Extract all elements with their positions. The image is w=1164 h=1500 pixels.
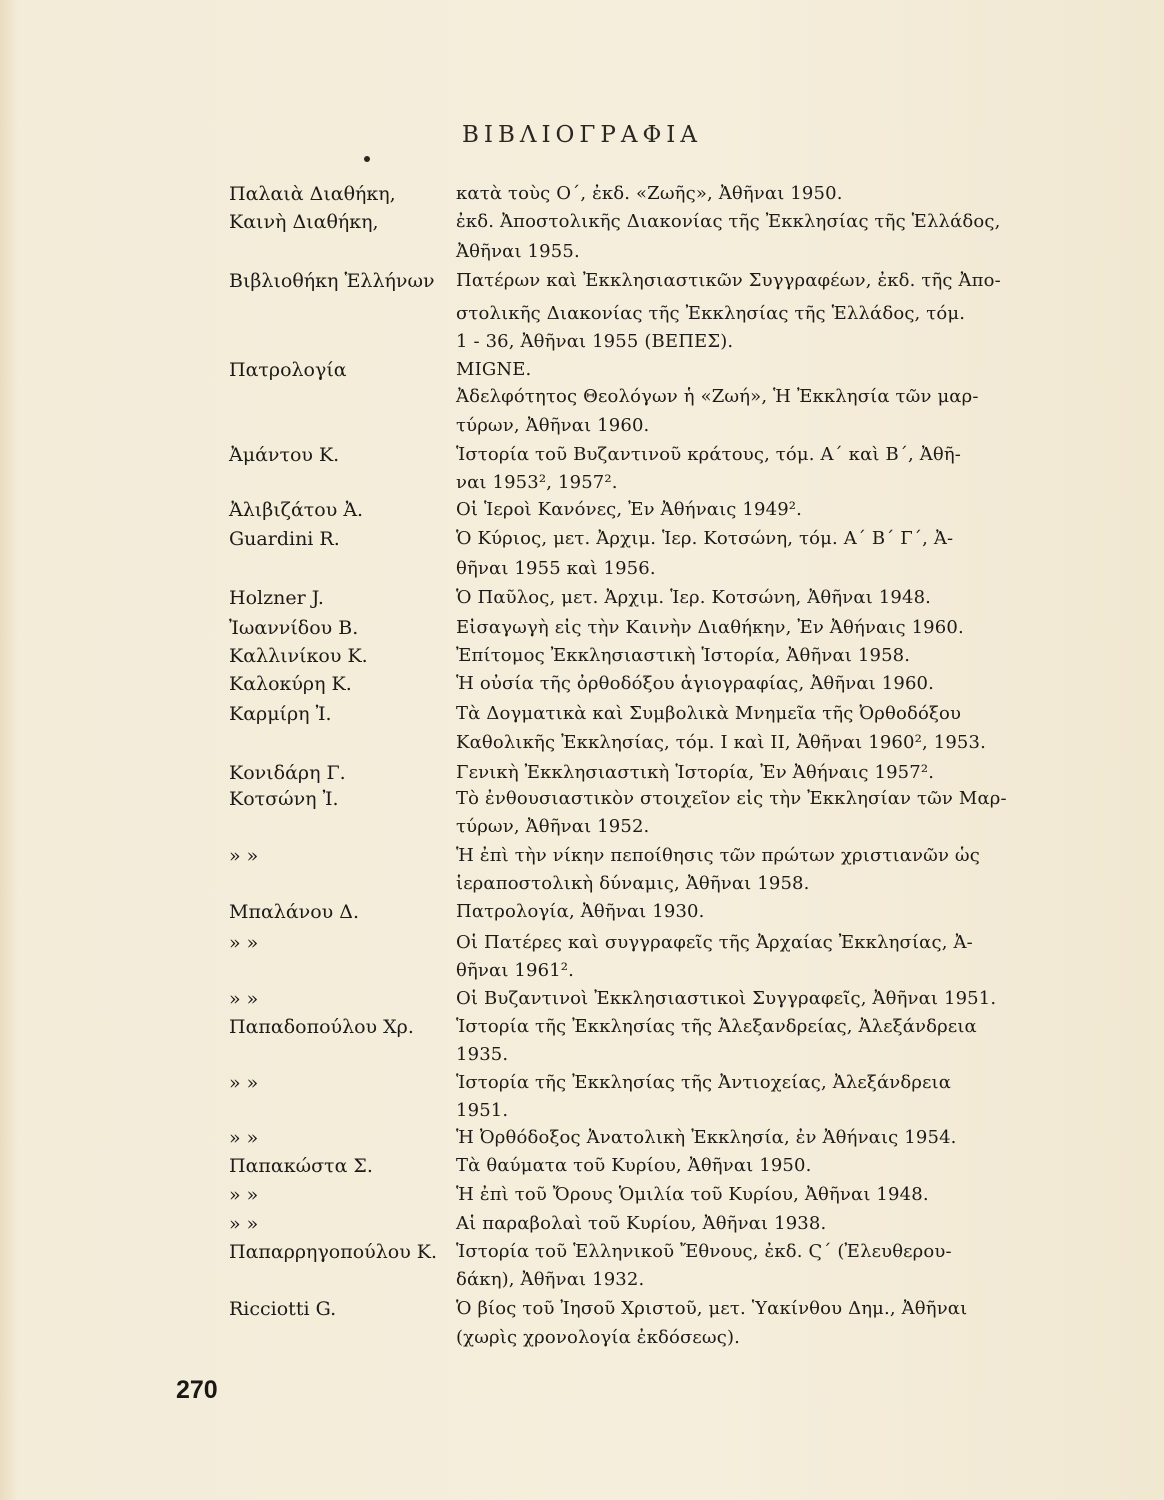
entry-author: » » (229, 988, 259, 1010)
entry-work: ναι 1953², 1957². (456, 472, 618, 493)
entry-work: Ὁ Κύριος, μετ. Ἀρχιμ. Ἱερ. Κοτσώνη, τόμ. Α΄ Β΄ Γ΄, Ἀ- (456, 528, 954, 549)
entry-author: » » (229, 845, 259, 867)
entry-author: Βιβλιοθήκη Ἑλλήνων (229, 270, 435, 292)
entry-work: τύρων, Ἀθῆναι 1952. (456, 816, 650, 837)
bibliography-row (0, 585, 1164, 613)
bibliography-row (0, 986, 1164, 1014)
entry-work: (χωρὶς χρονολογία ἐκδόσεως). (456, 1327, 740, 1348)
entry-work: ἱεραποστολικὴ δύναμις, Ἀθῆναι 1958. (456, 873, 810, 894)
bibliography-row (0, 701, 1164, 729)
bibliography-row (0, 526, 1164, 554)
bibliography-row (0, 843, 1164, 871)
entry-work: ἐκδ. Ἀποστολικῆς Διακονίας τῆς Ἐκκλησίας τῆς Ἑλλάδος, (456, 211, 1001, 232)
entry-work: Οἱ Πατέρες καὶ συγγραφεῖς τῆς Ἀρχαίας Ἐκκλησίας, Ἀ- (456, 932, 973, 953)
entry-author: Κονιδάρη Γ. (229, 762, 346, 784)
entry-author: » » (229, 932, 259, 954)
entry-work: θῆναι 1955 καὶ 1956. (456, 558, 656, 579)
entry-work: Ἡ Ὀρθόδοξος Ἀνατολικὴ Ἐκκλησία, ἐν Ἀθήναις 1954. (456, 1127, 957, 1148)
entry-work: στολικῆς Διακονίας τῆς Ἐκκλησίας τῆς Ἑλλάδος, τόμ. (456, 303, 966, 324)
entry-author: » » (229, 1184, 259, 1206)
bibliography-row (0, 442, 1164, 470)
bibliography-row (0, 384, 1164, 412)
entry-work: Ἱστορία τῆς Ἐκκλησίας τῆς Ἀλεξανδρείας, Ἀλεξάνδρεια (456, 1016, 977, 1037)
entry-work: 1951. (456, 1100, 509, 1121)
bibliography-row (0, 671, 1164, 699)
entry-author: Holzner J. (229, 587, 324, 609)
entry-work: Πατρολογία, Ἀθῆναι 1930. (456, 901, 705, 922)
page-title: ΒΙΒΛΙΟΓΡΑΦΙΑ (461, 122, 703, 148)
entry-work: Ἡ οὐσία τῆς ὀρθοδόξου ἁγιογραφίας, Ἀθῆναι 1960. (456, 673, 935, 694)
bibliography-row (0, 958, 1164, 986)
entry-work: MIGNE. (456, 359, 532, 380)
entry-work: 1 - 36, Ἀθῆναι 1955 (ΒΕΠΕΣ). (456, 331, 734, 352)
bibliography-row (0, 470, 1164, 498)
entry-author: Καρμίρη Ἰ. (229, 703, 332, 725)
bibliography-row (0, 1098, 1164, 1126)
entry-work: Ἱστορία τοῦ Βυζαντινοῦ κράτους, τόμ. Α΄ καὶ Β΄, Ἀθῆ- (456, 444, 962, 465)
entry-work: Τὸ ἐνθουσιαστικὸν στοιχεῖον εἰς τὴν Ἐκκλησίαν τῶν Μαρ- (456, 788, 1007, 809)
entry-author: Ἀμάντου Κ. (229, 444, 340, 466)
entry-work: θῆναι 1961². (456, 960, 575, 981)
entry-author: » » (229, 1127, 259, 1149)
bibliography-row (0, 268, 1164, 296)
bibliography-row (0, 209, 1164, 237)
bibliography-row (0, 1325, 1164, 1353)
entry-work: Ἡ ἐπὶ τοῦ Ὄρους Ὁμιλία τοῦ Κυρίου, Ἀθῆναι 1948. (456, 1184, 929, 1205)
bibliography-row (0, 1070, 1164, 1098)
entry-author: » » (229, 1213, 259, 1235)
entry-work: Οἱ Βυζαντινοὶ Ἐκκλησιαστικοὶ Συγγραφεῖς, Ἀθῆναι 1951. (456, 988, 997, 1009)
entry-work: Οἱ Ἱεροὶ Κανόνες, Ἐν Ἀθήναις 1949². (456, 499, 803, 520)
entry-work: Ἀδελφότητος Θεολόγων ἡ «Ζωή», Ἡ Ἐκκλησία τῶν μαρ- (456, 386, 979, 407)
entry-work: Ὁ βίος τοῦ Ἰησοῦ Χριστοῦ, μετ. Ὑακίνθου Δημ., Ἀθῆναι (456, 1298, 968, 1319)
entry-author: » » (229, 1072, 259, 1094)
bibliography-row (0, 814, 1164, 842)
entry-author: Κοτσώνη Ἰ. (229, 788, 339, 810)
bibliography-row (0, 357, 1164, 385)
entry-work: Γενικὴ Ἐκκλησιαστικὴ Ἱστορία, Ἐν Ἀθήναις 1957². (456, 762, 935, 783)
bibliography-row (0, 413, 1164, 441)
entry-work: Εἰσαγωγὴ εἰς τὴν Καινὴν Διαθήκην, Ἐν Ἀθήναις 1960. (456, 617, 964, 638)
entry-work: Ἱστορία τῆς Ἐκκλησίας τῆς Ἀντιοχείας, Ἀλεξάνδρεια (456, 1072, 952, 1093)
bibliography-row (0, 760, 1164, 788)
entry-work: κατὰ τοὺς Ο΄, ἐκδ. «Ζωῆς», Ἀθῆναι 1950. (456, 183, 843, 204)
bibliography-row (0, 1125, 1164, 1153)
bibliography-row (0, 1239, 1164, 1267)
bibliography-row (0, 730, 1164, 758)
entry-author: Παπακώστα Σ. (229, 1155, 373, 1177)
bibliography-row (0, 1014, 1164, 1042)
bibliography-row (0, 1267, 1164, 1295)
entry-work: Τὰ θαύματα τοῦ Κυρίου, Ἀθῆναι 1950. (456, 1155, 812, 1176)
entry-work: Ἀθῆναι 1955. (456, 241, 580, 262)
entry-author: Guardini R. (229, 528, 340, 550)
entry-work: Ὁ Παῦλος, μετ. Ἀρχιμ. Ἱερ. Κοτσώνη, Ἀθῆναι 1948. (456, 587, 932, 608)
entry-author: Παπαδοπούλου Χρ. (229, 1016, 414, 1038)
bibliography-row (0, 786, 1164, 814)
page-number: 270 (176, 1376, 218, 1404)
entry-work: τύρων, Ἀθῆναι 1960. (456, 415, 650, 436)
entry-work: Ἐπίτομος Ἐκκλησιαστικὴ Ἱστορία, Ἀθῆναι 1958. (456, 645, 911, 666)
entry-author: Ἀλιβιζάτου Ἀ. (229, 499, 364, 521)
entry-author: Πατρολογία (229, 359, 347, 381)
bibliography-row (0, 301, 1164, 329)
bibliography-row (0, 329, 1164, 357)
entry-work: δάκη), Ἀθῆναι 1932. (456, 1269, 645, 1290)
bibliography-row (0, 930, 1164, 958)
bibliography-row (0, 871, 1164, 899)
entry-author: Παπαρρηγοπούλου Κ. (229, 1241, 438, 1263)
entry-work: Καθολικῆς Ἐκκλησίας, τόμ. Ι καὶ ΙΙ, Ἀθῆναι 1960², 1953. (456, 732, 987, 753)
bibliography-row (0, 239, 1164, 267)
bibliography-row (0, 1042, 1164, 1070)
bibliography-row (0, 181, 1164, 209)
bibliography-row (0, 615, 1164, 643)
entry-work: Ἡ ἐπὶ τὴν νίκην πεποίθησις τῶν πρώτων χριστιανῶν ὡς (456, 845, 980, 866)
entry-author: Καινὴ Διαθήκη, (229, 211, 379, 233)
bibliography-row (0, 899, 1164, 927)
entry-author: Καλλινίκου Κ. (229, 645, 368, 667)
entry-work: 1935. (456, 1044, 509, 1065)
entry-author: Παλαιὰ Διαθήκη, (229, 183, 396, 205)
bibliography-row (0, 1182, 1164, 1210)
bibliography-row (0, 497, 1164, 525)
bibliography-row (0, 556, 1164, 584)
bibliography-row (0, 643, 1164, 671)
bibliography-row (0, 1211, 1164, 1239)
entry-work: Πατέρων καὶ Ἐκκλησιαστικῶν Συγγραφέων, ἐκδ. τῆς Ἀπο- (456, 270, 1001, 291)
bibliography-row (0, 1153, 1164, 1181)
entry-work: Τὰ Δογματικὰ καὶ Συμβολικὰ Μνημεῖα τῆς Ὀρθοδόξου (456, 703, 962, 724)
entry-work: Ἱστορία τοῦ Ἑλληνικοῦ Ἔθνους, ἐκδ. Ϛ΄ (Ἐλευθερου- (456, 1241, 952, 1262)
entry-work: Αἱ παραβολαὶ τοῦ Κυρίου, Ἀθῆναι 1938. (456, 1213, 827, 1234)
bibliography-row (0, 1296, 1164, 1324)
entry-author: Ricciotti G. (229, 1298, 337, 1320)
entry-author: Καλοκύρη Κ. (229, 673, 352, 695)
entry-author: Ἰωαννίδου Β. (229, 617, 359, 639)
entry-author: Μπαλάνου Δ. (229, 901, 359, 923)
